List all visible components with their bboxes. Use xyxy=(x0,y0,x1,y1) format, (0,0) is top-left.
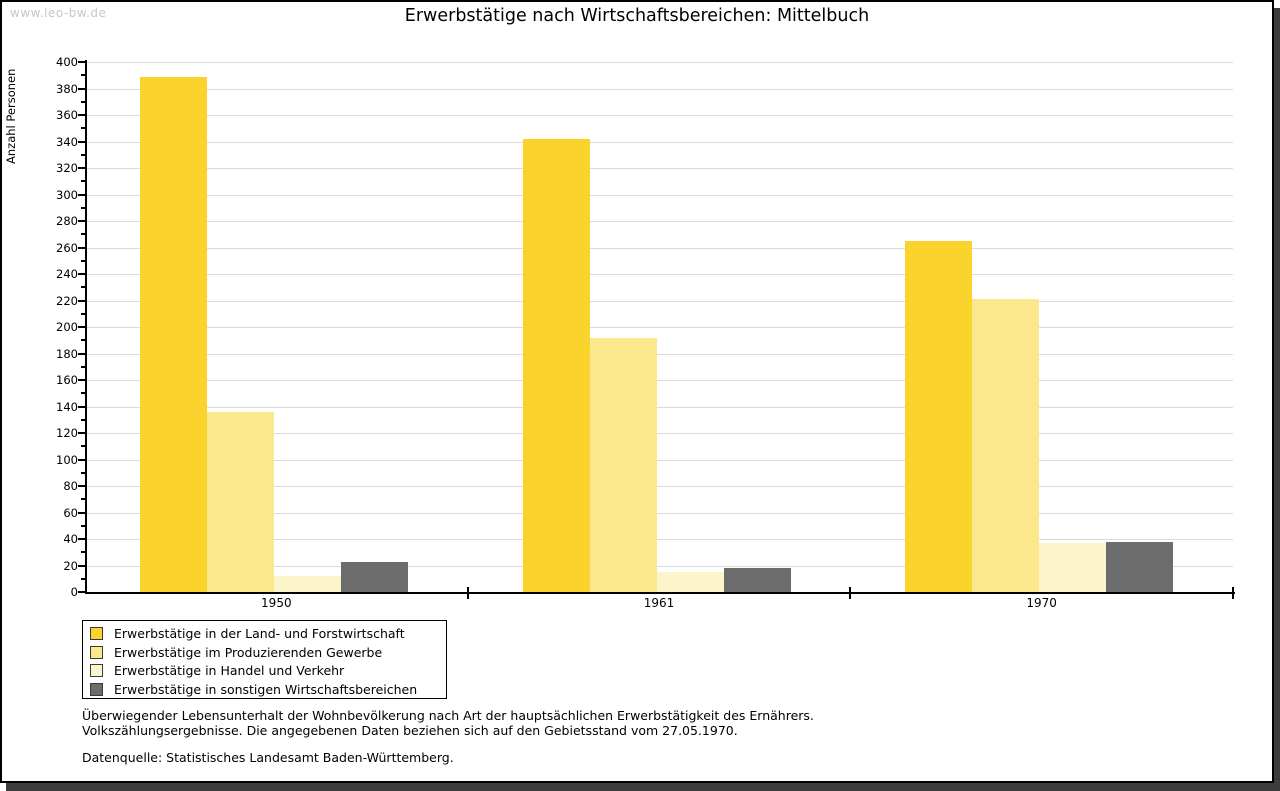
y-major-tick xyxy=(78,88,85,90)
legend-row xyxy=(83,624,446,643)
gridline xyxy=(85,115,1233,116)
footnote-line: Überwiegender Lebensunterhalt der Wohnbevölkerung nach Art der hauptsächlichen Erwerbstätigkeit des Ernährers. xyxy=(82,708,814,723)
y-tick-label: 260 xyxy=(56,240,78,255)
y-major-tick xyxy=(78,459,85,461)
legend-swatch-icon xyxy=(90,683,103,696)
bar-s2-1970 xyxy=(972,299,1039,592)
gridline xyxy=(85,380,1233,381)
y-major-tick xyxy=(78,114,85,116)
gridline xyxy=(85,221,1233,222)
y-major-tick xyxy=(78,300,85,302)
gridline xyxy=(85,327,1233,328)
y-tick-label: 140 xyxy=(56,399,78,414)
gridline xyxy=(85,89,1233,90)
gridline xyxy=(85,407,1233,408)
y-tick-label: 360 xyxy=(56,108,78,122)
watermark: www.leo-bw.de xyxy=(10,6,107,20)
y-tick-label: 200 xyxy=(56,320,78,334)
legend-swatch-icon xyxy=(90,664,103,677)
y-major-tick xyxy=(78,406,85,408)
gridline xyxy=(85,195,1233,196)
y-major-tick xyxy=(78,432,85,434)
gridline xyxy=(85,248,1233,249)
legend-swatch-icon xyxy=(90,627,103,640)
gridline xyxy=(85,142,1233,143)
y-major-tick xyxy=(78,512,85,514)
footnotes xyxy=(82,709,814,766)
y-tick-label: 60 xyxy=(63,505,78,520)
y-tick-label: 240 xyxy=(56,267,78,281)
legend-label: Erwerbstätige im Produzierenden Gewerbe xyxy=(114,644,383,660)
bar-s1-1950 xyxy=(140,77,207,592)
bar-s2-1950 xyxy=(207,412,274,592)
legend xyxy=(82,620,447,699)
y-major-tick xyxy=(78,141,85,143)
legend-row xyxy=(83,643,446,662)
y-tick-label: 180 xyxy=(56,346,78,361)
y-tick-label: 20 xyxy=(63,558,78,573)
y-tick-label: 400 xyxy=(56,55,78,69)
bar-s1-1970 xyxy=(905,241,972,592)
legend-row xyxy=(83,662,446,681)
y-tick-label: 40 xyxy=(63,532,78,546)
y-tick-label: 340 xyxy=(56,134,78,149)
gridline xyxy=(85,62,1233,63)
y-tick-label: 120 xyxy=(56,426,78,440)
x-tick-label: 1961 xyxy=(643,596,675,610)
y-major-tick xyxy=(78,167,85,169)
x-tick-label: 1970 xyxy=(1026,596,1057,610)
y-major-tick xyxy=(78,538,85,540)
x-axis-line xyxy=(85,592,1235,594)
legend-swatch-icon xyxy=(90,646,103,659)
gridline xyxy=(85,168,1233,169)
y-axis-line xyxy=(85,60,87,594)
y-major-tick xyxy=(78,379,85,381)
bar-s3-1961 xyxy=(657,572,724,592)
y-major-tick xyxy=(78,247,85,249)
y-tick-label: 320 xyxy=(56,161,78,175)
y-tick-label: 300 xyxy=(56,187,78,202)
y-tick-label: 280 xyxy=(56,214,78,228)
y-axis-title: Anzahl Personen xyxy=(4,68,18,164)
bar-s4-1950 xyxy=(341,562,408,592)
legend-label: Erwerbstätige in der Land- und Forstwirtschaft xyxy=(114,625,405,641)
y-tick-label: 160 xyxy=(56,373,78,387)
legend-label: Erwerbstätige in Handel und Verkehr xyxy=(114,663,345,679)
y-major-tick xyxy=(78,220,85,222)
y-tick-label: 100 xyxy=(56,452,78,467)
legend-row xyxy=(83,680,446,699)
bar-s3-1970 xyxy=(1039,543,1106,592)
gridline xyxy=(85,354,1233,355)
y-major-tick xyxy=(78,273,85,275)
bar-s3-1950 xyxy=(274,576,341,592)
page-title: Erwerbstätige nach Wirtschaftsbereichen: Mittelbuch xyxy=(404,6,870,26)
x-tick-label: 1950 xyxy=(261,596,292,610)
bar-s4-1970 xyxy=(1106,542,1173,592)
y-major-tick xyxy=(78,353,85,355)
y-tick-label: 80 xyxy=(63,479,78,493)
bar-s2-1961 xyxy=(590,338,657,592)
y-tick-label: 220 xyxy=(56,293,78,308)
data-source: Datenquelle: Statistisches Landesamt Baden-Württemberg. xyxy=(82,750,454,765)
footnote-line: Volkszählungsergebnisse. Die angegebenen Daten beziehen sich auf den Gebietsstand vom 27.05.1970. xyxy=(82,722,738,738)
y-major-tick xyxy=(78,591,85,593)
y-tick-label: 0 xyxy=(70,585,78,599)
y-tick-label: 380 xyxy=(56,81,78,96)
bar-s1-1961 xyxy=(523,139,590,592)
y-major-tick xyxy=(78,565,85,567)
y-major-tick xyxy=(78,194,85,196)
gridline xyxy=(85,301,1233,302)
legend-label: Erwerbstätige in sonstigen Wirtschaftsbereichen xyxy=(114,682,418,698)
y-major-tick xyxy=(78,326,85,328)
gridline xyxy=(85,274,1233,275)
y-major-tick xyxy=(78,61,85,63)
bar-s4-1961 xyxy=(724,568,791,592)
y-major-tick xyxy=(78,485,85,487)
